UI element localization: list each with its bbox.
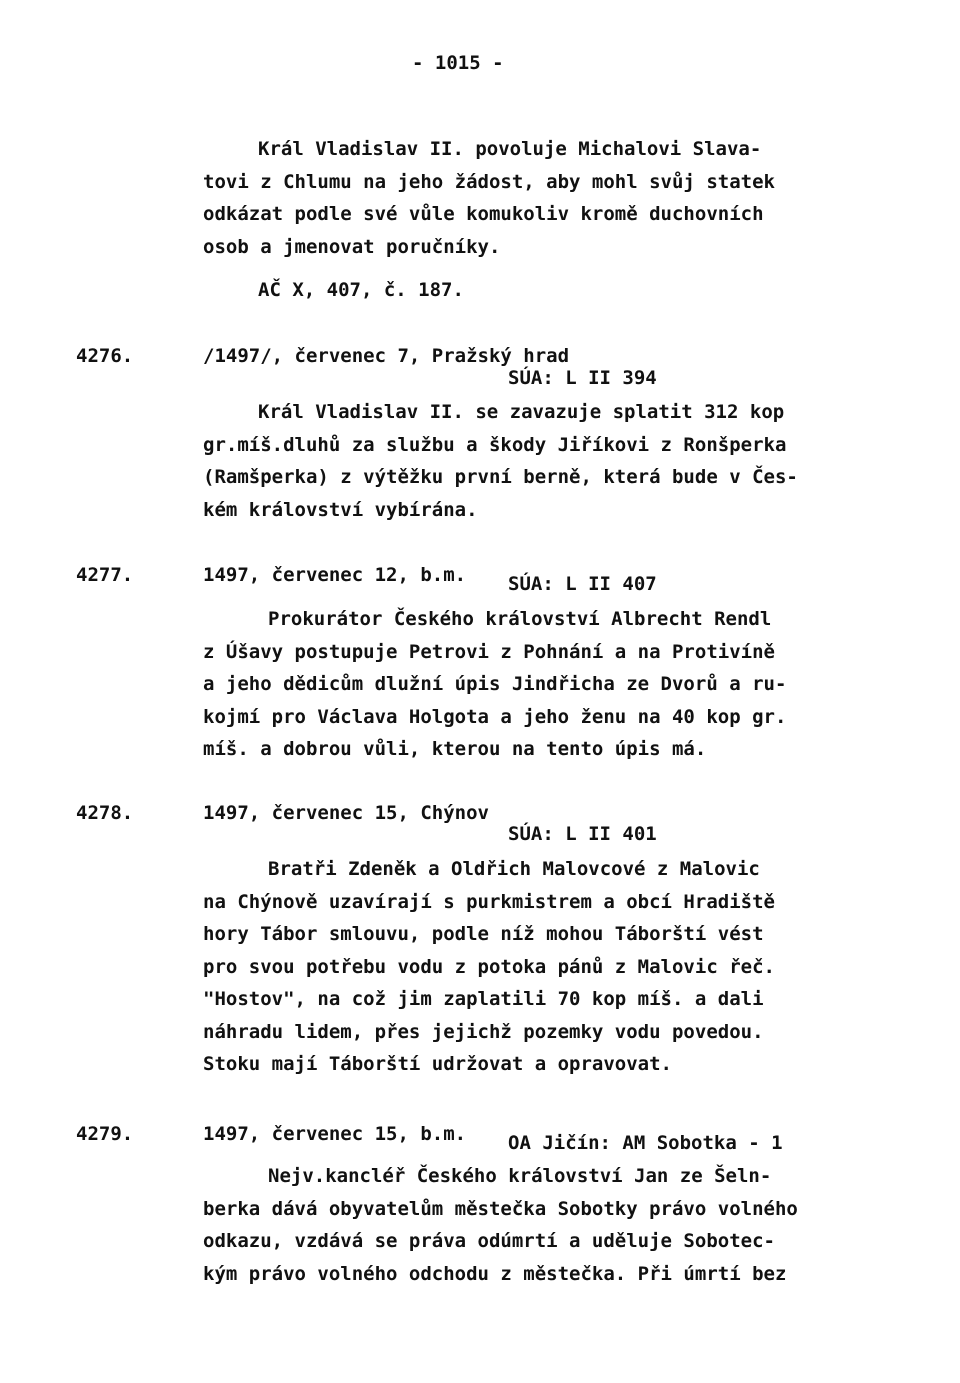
page-number: - 1015 - (412, 52, 504, 74)
entry-line: kým právo volného odchodu z městečka. Při úmrtí bez (203, 1262, 787, 1285)
entry-text (203, 603, 786, 766)
intro-line: odkázat podle své vůle komukoliv kromě duchovních (203, 203, 764, 225)
entry-line: odkazu, vzdává se práva odúmrtí a uděluje Sobotec- (203, 1230, 775, 1252)
entry-line: berka dává obyvatelům městečka Sobotky právo volného (203, 1197, 798, 1220)
entry-line: míš. a dobrou vůli, kterou na tento úpis má. (203, 738, 707, 760)
entry-heading: 1497, červenec 15, Chýnov (203, 802, 489, 824)
entry-source: SÚA: L II 407 (508, 573, 657, 595)
entry-line: Nejv.kancléř Českého království Jan ze Šeln- (268, 1165, 772, 1187)
entry-heading: 1497, červenec 12, b.m. (203, 564, 467, 586)
entry-number: 4277. (76, 564, 134, 586)
intro-reference: AČ X, 407, č. 187. (258, 279, 464, 301)
entry-line: Bratři Zdeněk a Oldřich Malovcové z Malovic (268, 858, 760, 880)
entry-number: 4278. (76, 802, 134, 824)
entry-heading: /1497/, červenec 7, Pražský hrad (203, 345, 570, 367)
intro-line: tovi z Chlumu na jeho žádost, aby mohl svůj statek (203, 170, 775, 193)
entry-line: hory Tábor smlouvu, podle níž mohou Táborští vést (203, 923, 764, 945)
entry-line: kojmí pro Václava Holgota a jeho ženu na 40 kop gr. (203, 705, 787, 728)
entry-line: pro svou potřebu vodu z potoka pánů z Malovic řeč. (203, 955, 775, 978)
entry-line: a jeho dědicům dlužní úpis Jindřicha ze Dvorů a ru- (203, 673, 787, 695)
entry-line: "Hostov", na což jim zaplatili 70 kop míš. a dali (203, 988, 764, 1010)
entry-line: Prokurátor Českého království Albrecht Rendl (268, 608, 772, 630)
entry-source: SÚA: L II 394 (508, 367, 657, 389)
entry-heading: 1497, červenec 15, b.m. (203, 1123, 467, 1145)
entry-line: (Ramšperka) z výtěžku první berně, která bude v Čes- (203, 466, 798, 488)
entry-line: náhradu lidem, přes jejichž pozemky vodu povedou. (203, 1020, 764, 1043)
intro-line: Král Vladislav II. povoluje Michalovi Slava- (258, 138, 762, 160)
entry-source: SÚA: L II 401 (508, 823, 657, 845)
entry-text (203, 1160, 798, 1290)
entry-line: kém království vybírána. (203, 498, 478, 521)
entry-line: Král Vladislav II. se zavazuje splatit 312 kop (258, 401, 785, 423)
intro-text (203, 133, 775, 263)
entry-source: OA Jičín: AM Sobotka - 1 (508, 1132, 783, 1154)
entry-number: 4279. (76, 1123, 134, 1145)
entry-line: Stoku mají Táborští udržovat a opravovat. (203, 1053, 672, 1075)
entry-text (203, 853, 775, 1081)
entry-text (203, 396, 798, 526)
entry-line: z Úšavy postupuje Petrovi z Pohnání a na Protivíně (203, 640, 775, 663)
entry-line: gr.míš.dluhů za službu a škody Jiříkovi z Ronšperka (203, 433, 787, 456)
intro-line: osob a jmenovat poručníky. (203, 235, 501, 258)
entry-number: 4276. (76, 345, 134, 367)
entry-line: na Chýnově uzavírají s purkmistrem a obcí Hradiště (203, 890, 775, 913)
